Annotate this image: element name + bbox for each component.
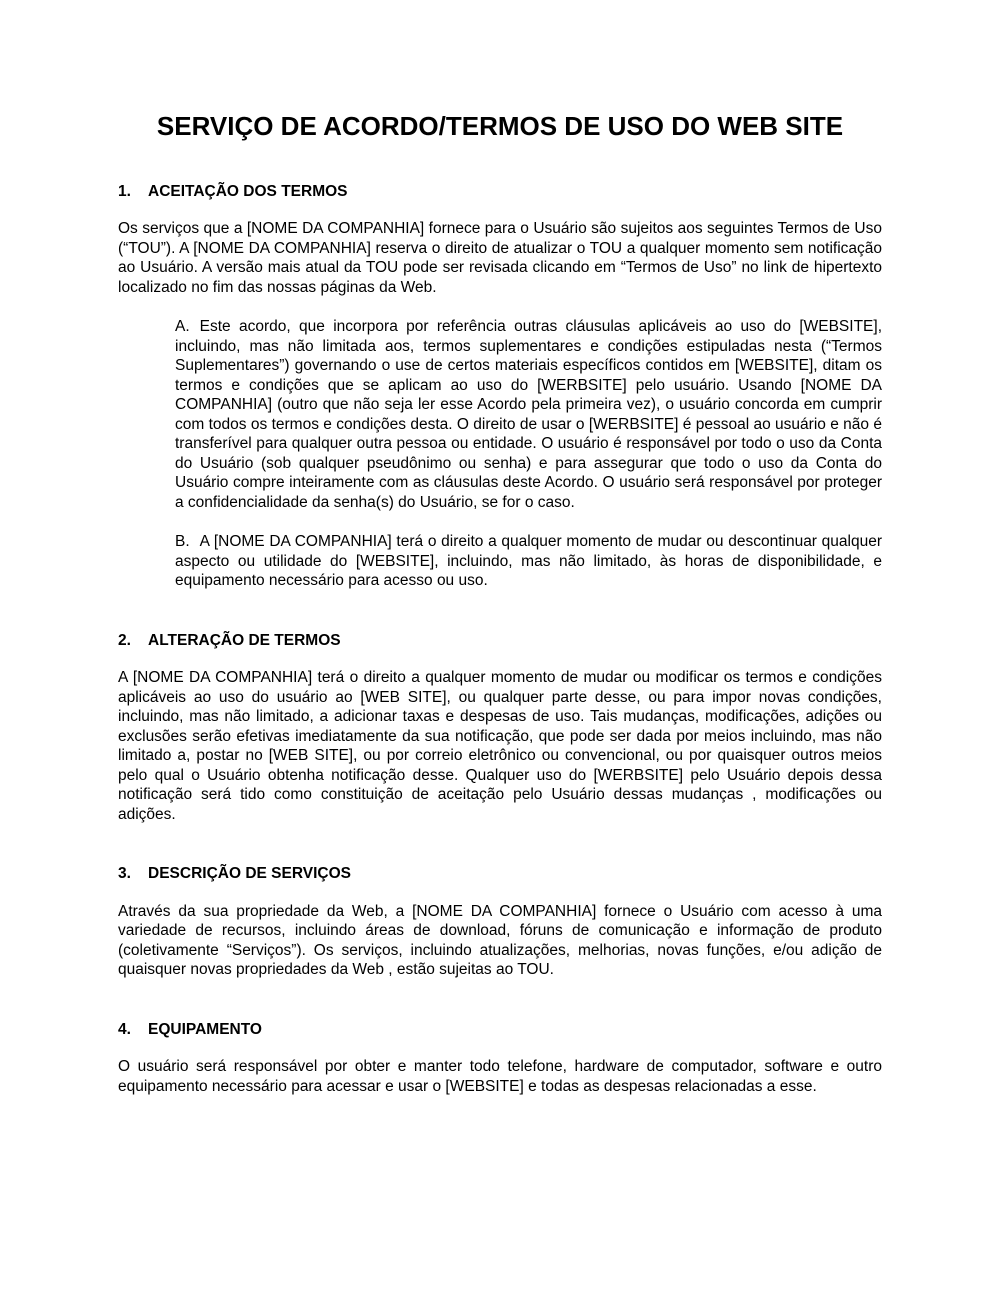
section-aceitacao-dos-termos — [118, 182, 882, 591]
section-equipamento — [118, 1020, 882, 1097]
section-heading-text: ALTERAÇÃO DE TERMOS — [148, 631, 341, 649]
paragraph: O usuário será responsável por obter e manter todo telefone, hardware de computador, software e outro equipamento necessário para acessar e usar o [WEBSITE] e todas as despesas relacionadas a esse. — [118, 1058, 882, 1095]
subitem-text: A [NOME DA COMPANHIA] terá o direito a qualquer momento de mudar ou descontinuar qualquer aspecto ou utilidade do [WEBSITE], incluindo, mas não limitado, às horas de disponibilidade, e equipamento necessário para acesso ou uso. — [175, 533, 882, 590]
document-title: SERVIÇO DE ACORDO/TERMOS DE USO DO WEB SITE — [156, 111, 844, 141]
paragraph: Os serviços que a [NOME DA COMPANHIA] fornece para o Usuário são sujeitos aos seguintes Termos de Uso (“TOU”). A [NOME DA COMPANHIA] reserva o direito de atualizar o TOU a qualquer momento sem notificação ao Usuário. A versão mais atual da TOU pode ser revisada clicando em “Termos de Uso” no link de hipertexto localizado no fim das nossas páginas da Web. — [118, 220, 882, 296]
paragraph: Através da sua propriedade da Web, a [NOME DA COMPANHIA] fornece o Usuário com acesso à uma variedade de recursos, incluindo áreas de download, fóruns de comunicação e informação de produto (coletivamente “Serviços”). Os serviços, incluindo atualizações, melhorias, novas funções, e/ou adição de quaisquer novas propriedades da Web , estão sujeitas ao TOU. — [118, 902, 882, 979]
subitem-label: B. — [175, 533, 190, 551]
section-number: 2. — [118, 631, 131, 649]
subitem-text: Este acordo, que incorpora por referência outras cláusulas aplicáveis ao uso do [WEBSITE], incluindo, mas não limitada aos, termos suplementares e condições estipuladas nesta (“Termos Suplementares”) governando o use de certos materiais específicos contidos em [WEBSITE], ditam os termos e condições que se aplicam ao uso do [WERBSITE] pelo usuário. Usando [NOME DA COMPANHIA] (outro que não seja ler esse Acordo pela primeira vez), o usuário concorda em cumprir com todos os termos e condições desta. O direito de usar o [WERBSITE] é pessoal ao usuário e não é transferível para qualquer outra pessoa ou entidade. O usuário é responsável por todo o uso da Conta do Usuário (sob qualquer pseudônimo ou senha) e para assegurar que todo o uso da Conta do Usuário compre inteiramente com as cláusulas deste Acordo. O usuário será responsável por proteger a confidencialidade da senha(s) do Usuário, se for o caso. — [175, 318, 882, 511]
section-heading — [118, 182, 882, 202]
section-number: 4. — [118, 1020, 131, 1038]
subitem-a — [118, 317, 882, 512]
section-alteracao-de-termos — [118, 631, 882, 825]
section-heading-text: DESCRIÇÃO DE SERVIÇOS — [148, 865, 351, 883]
section-heading-text: ACEITAÇÃO DOS TERMOS — [148, 182, 348, 200]
section-number: 3. — [118, 865, 131, 883]
section-heading — [118, 1020, 882, 1040]
subitem-label: A. — [175, 318, 190, 336]
section-number: 1. — [118, 182, 131, 200]
subitem-b — [118, 532, 882, 591]
section-heading — [118, 631, 882, 651]
section-heading — [118, 864, 882, 884]
section-descricao-de-servicos — [118, 864, 882, 980]
paragraph: A [NOME DA COMPANHIA] terá o direito a qualquer momento de mudar ou modificar os termos e condições aplicáveis ao uso do usuário ao [WEB SITE], ou qualquer parte desse, ou para impor novas condições, incluindo, mas não limitado, a adicionar taxas e despesas de uso. Tais mudanças, modificações, adições ou exclusões serão efetivas imediatamente da sua notificação, que pode ser dada por meios incluindo, mas não limitado a, postar no [WEB SITE], ou por correio eletrônico ou convencional, ou por quaisquer outros meios pelo qual o Usuário obtenha notificação desse. Qualquer uso do [WERBSITE] pelo Usuário depois dessa notificação será tido como constituição de aceitação pelo Usuário dessas mudanças , modificações ou adições. — [118, 669, 882, 823]
section-heading-text: EQUIPAMENTO — [148, 1020, 262, 1038]
